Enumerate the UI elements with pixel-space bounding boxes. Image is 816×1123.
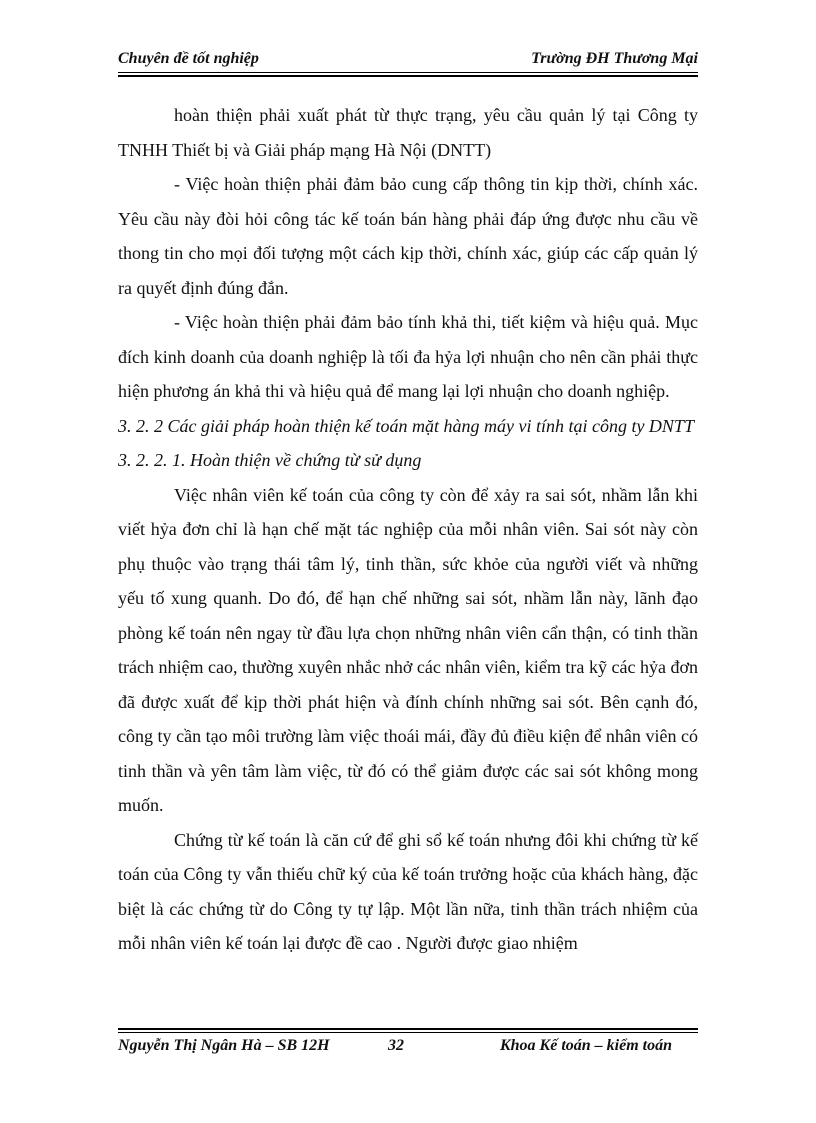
header-rule-thick <box>118 75 698 77</box>
paragraph-continuation: hoàn thiện phải xuất phát từ thực trạng, yêu cầu quản lý tại Công ty TNHH Thiết bị và Giải pháp mạng Hà Nội (DNTT) <box>118 105 698 160</box>
paragraph-invoice-errors: Việc nhân viên kế toán của công ty còn để xảy ra sai sót, nhầm lẫn khi viết hỷa đơn chỉ là hạn chế mặt tác nghiệp của mỗi nhân viên. Sai sót này còn phụ thuộc vào trạng thái tâm lý, tinh thần, sức khỏe của người viết và những yếu tố xung quanh. Do đó, để hạn chế những sai sót, nhầm lẫn này, lãnh đạo phòng kế toán nên ngay từ đầu lựa chọn những nhân viên cẩn thận, có tinh thần trách nhiệm cao, thường xuyên nhắc nhở các nhân viên, kiểm tra kỹ các hỷa đơn đã được xuất để kịp thời phát hiện và đính chính những sai sót. Bên cạnh đó, công ty cần tạo môi trường làm việc thoái mái, đầy đủ điều kiện để nhân viên có tinh thần và yên tâm làm việc, từ đó có thể giảm được các sai sót không mong muốn. <box>118 484 698 815</box>
subsection-heading-3-2-2-1: 3. 2. 2. 1. Hoàn thiện về chứng từ sử dụng <box>118 450 422 470</box>
footer-rule-thin <box>118 1032 698 1033</box>
paragraph-feasibility: - Việc hoàn thiện phải đảm bảo tính khả thi, tiết kiệm và hiệu quả. Mục đích kinh doanh của doanh nghiệp là tối đa hỷa lợi nhuận cho nên cần phải thực hiện phương án khả thi và hiệu quả để mang lại lợi nhuận cho doanh nghiệp. <box>118 312 698 401</box>
header-university: Trường ĐH Thương Mại <box>531 50 698 67</box>
page-footer <box>118 1037 698 1059</box>
footer-author: Nguyễn Thị Ngân Hà – SB 12H <box>118 1037 330 1054</box>
footer-department: Khoa Kế toán – kiểm toán <box>499 1037 672 1054</box>
header-rule-thin <box>118 72 698 73</box>
section-heading-3-2-2: 3. 2. 2 Các giải pháp hoàn thiện kế toán mặt hàng máy vi tính tại công ty DNTT <box>118 415 694 436</box>
page-header <box>118 50 698 72</box>
page-body <box>118 98 698 961</box>
paragraph-timeliness: - Việc hoàn thiện phải đảm bảo cung cấp thông tin kịp thời, chính xác. Yêu cầu này đòi hỏi công tác kế toán bán hàng phải đáp ứng được nhu cầu về thong tin cho mọi đối tượng một cách kịp thời, chính xác, giúp các cấp quản lý ra quyết định đúng đắn. <box>118 174 698 298</box>
header-document-type: Chuyên đề tốt nghiệp <box>118 50 259 67</box>
footer-rule-thick <box>118 1028 698 1030</box>
page-number: 32 <box>388 1037 404 1054</box>
paragraph-signatures: Chứng từ kế toán là căn cứ để ghi sổ kế toán nhưng đôi khi chứng từ kế toán của Công ty vẫn thiếu chữ ký của kế toán trưởng hoặc của khách hàng, đặc biệt là các chứng từ do Công ty tự lập. Một lần nữa, tinh thần trách nhiệm của mỗi nhân viên kế toán lại được đề cao . Người được giao nhiệm <box>118 829 698 953</box>
